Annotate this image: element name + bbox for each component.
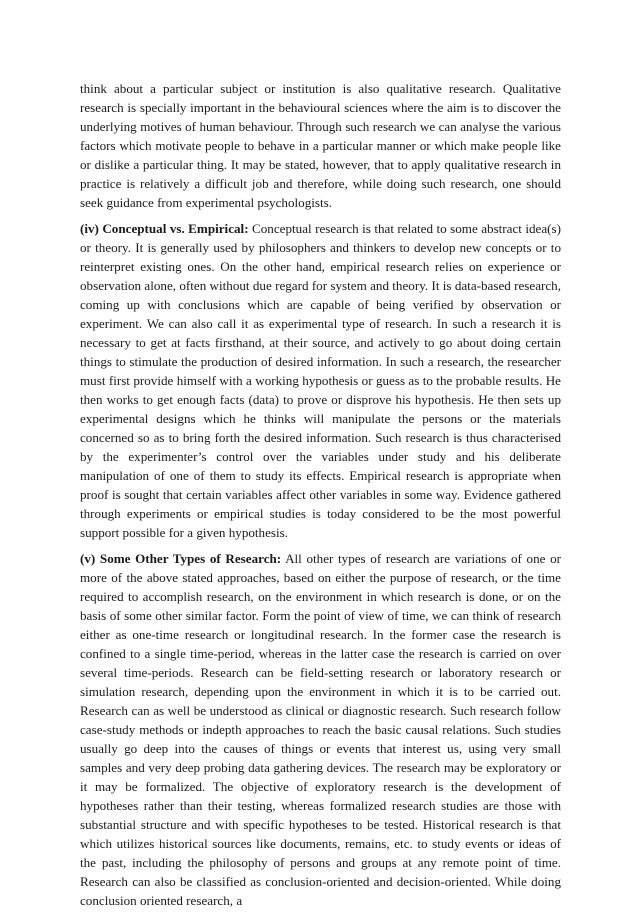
paragraph-text: All other types of research are variations of one or more of the above stated approaches, based on either the purpose of research, or the time required to accomplish research, on the environment in which research is done, or on the basis of some other similar factor. Form the point of view of time, we can think of research either as one-time research or longitudinal research. In the former case the research is confined to a single time-period, whereas in the latter case the research is carried on over several time-periods. Research can be field-setting research or laboratory research or simulation research, depending upon the environment in which it is to be carried out. Research can as well be understood as clinical or diagnostic research. Such research follow case-study methods or indepth approaches to reach the basic causal relations. Such studies usually go deep into the causes of things or events that interest us, using very small samples and very deep probing data gathering devices. The research may be exploratory or it may be formalized. The objective of exploratory research is the development of hypotheses rather than their testing, whereas formalized research studies are those with substantial structure and with specific hypotheses to be tested. Historical research is that which utilizes historical sources like documents, remains, etc. to study events or ideas of the past, including the philosophy of persons and groups at any remote point of time. Research can also be classified as conclusion-oriented and decision-oriented. While doing conclusion oriented research, a	[80, 551, 561, 908]
paragraph-text: think about a particular subject or institution is also qualitative research. Qualitative research is specially important in the behavioural sciences where the aim is to discover the underlying motives of human behaviour. Through such research we can analyse the various factors which motivate people to behave in a particular manner or which make people like or dislike a particular thing. It may be stated, however, that to apply qualitative research in practice is relatively a difficult job and therefore, while doing such research, one should seek guidance from experimental psychologists.	[80, 81, 561, 210]
paragraph-qualitative-continued	[80, 79, 561, 212]
paragraph-other-types	[80, 549, 561, 910]
paragraph-text: Conceptual research is that related to some abstract idea(s) or theory. It is generally used by philosophers and thinkers to develop new concepts or to reinterpret existing ones. On the other hand, empirical research relies on experience or observation alone, often without due regard for system and theory. It is data-based research, coming up with conclusions which are capable of being verified by observation or experiment. We can also call it as experimental type of research. In such a research it is necessary to get at facts firsthand, at their source, and actively to go about doing certain things to stimulate the production of desired information. In such a research, the researcher must first provide himself with a working hypothesis or guess as to the probable results. He then works to get enough facts (data) to prove or disprove his hypothesis. He then sets up experimental designs which he thinks will manipulate the persons or the materials concerned so as to bring forth the desired information. Such research is thus characterised by the experimenter’s control over the variables under study and his deliberate manipulation of one of them to study its effects. Empirical research is appropriate when proof is sought that certain variables affect other variables in some way. Evidence gathered through experiments or empirical studies is today considered to be the most powerful support possible for a given hypothesis.	[80, 221, 561, 540]
section-heading: (iv) Conceptual vs. Empirical:	[80, 221, 249, 236]
paragraph-conceptual-vs-empirical	[80, 219, 561, 542]
document-page	[80, 79, 561, 917]
section-heading: (v) Some Other Types of Research:	[80, 551, 282, 566]
